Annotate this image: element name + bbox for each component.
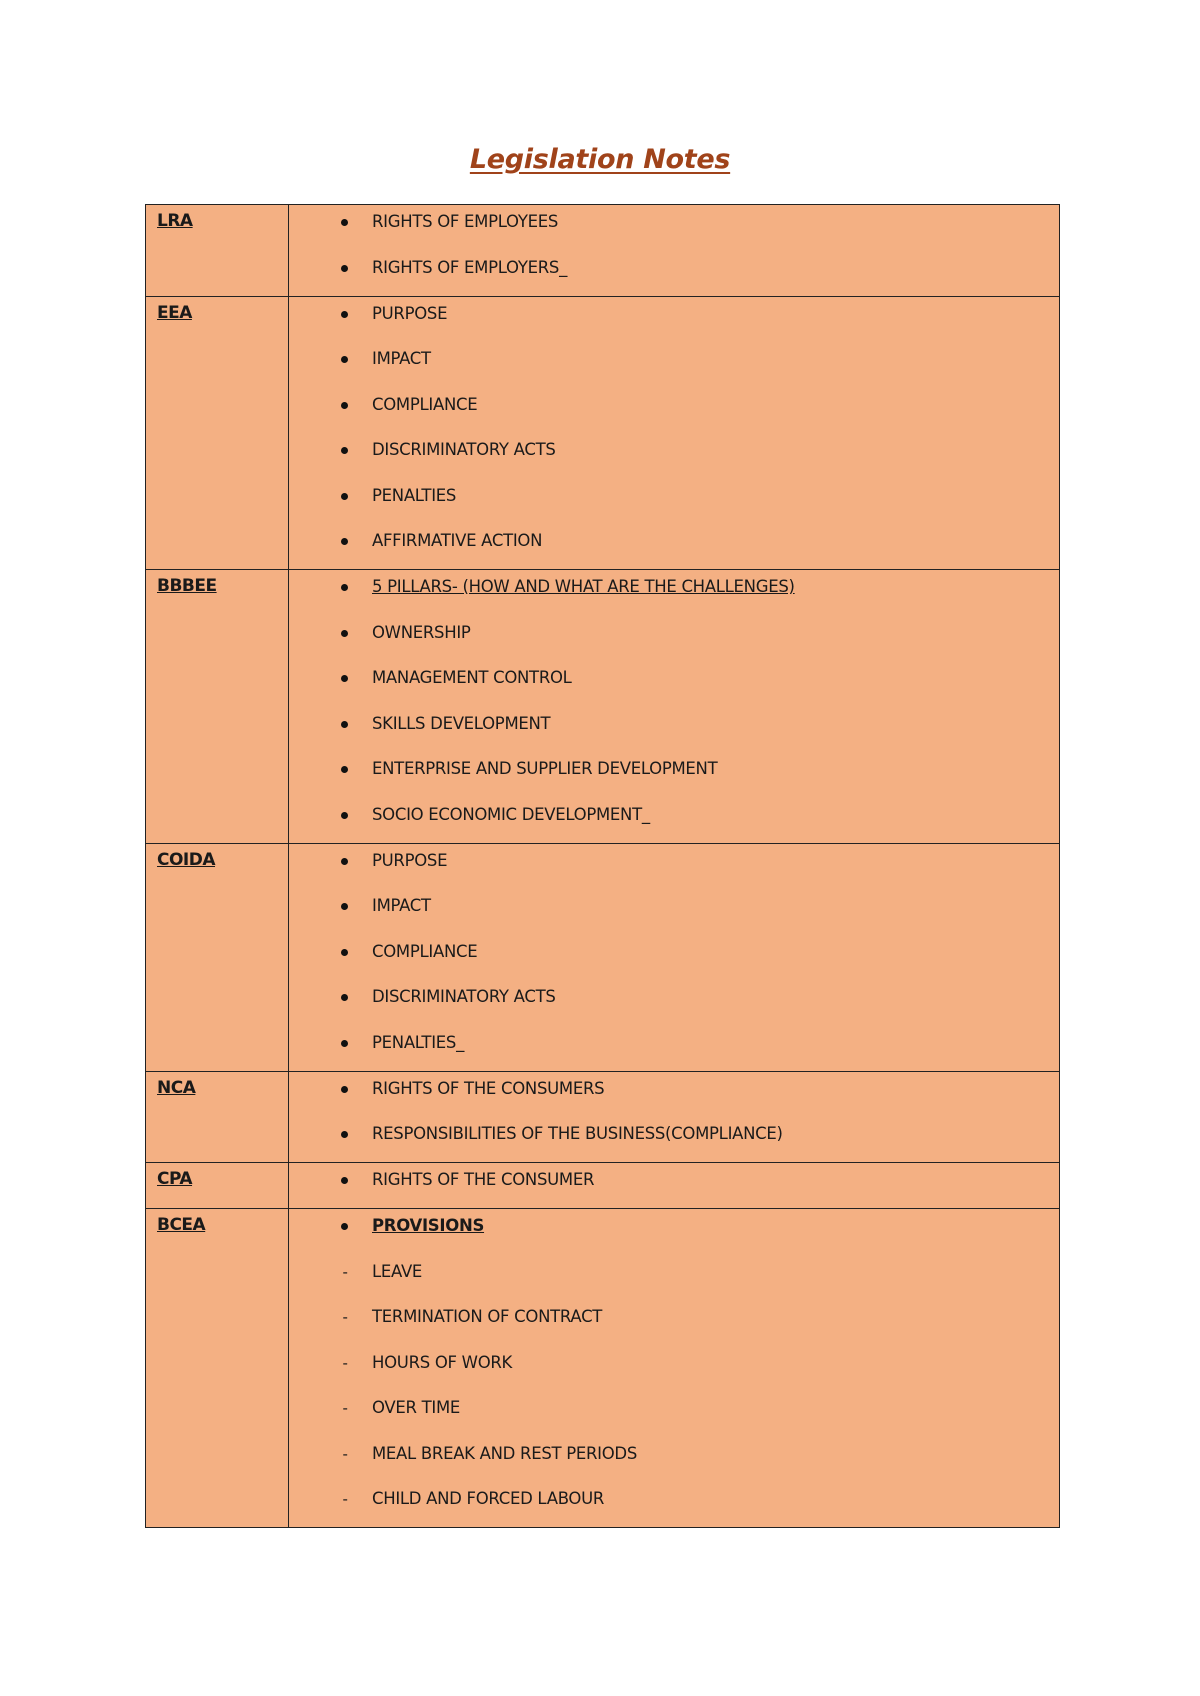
item-text: PURPOSE	[372, 850, 448, 870]
dash-icon: -	[342, 1444, 348, 1463]
item-text: IMPACT	[372, 349, 431, 368]
table-row-lra	[146, 205, 1060, 297]
item-text: RESPONSIBILITIES OF THE BUSINESS(COMPLIANCE)	[372, 1124, 783, 1143]
list-item	[289, 896, 1059, 942]
list-item	[289, 1398, 1059, 1444]
item-text: PENALTIES	[372, 485, 457, 505]
act-cell	[146, 1163, 289, 1209]
list-item	[289, 304, 1059, 350]
list-item	[289, 1353, 1059, 1399]
item-text: SKILLS DEVELOPMENT	[372, 713, 551, 733]
item-text: PURPOSE	[372, 303, 448, 323]
list-item	[289, 1170, 1059, 1196]
item-text: COMPLIANCE	[372, 394, 478, 414]
list-item	[289, 1033, 1059, 1059]
list-item	[289, 440, 1059, 486]
list-item	[289, 1444, 1059, 1490]
item-text: IMPACT	[372, 896, 431, 915]
item-text: PENALTIES_	[372, 1032, 465, 1052]
item-text: MEAL BREAK AND REST PERIODS	[372, 1443, 637, 1463]
dash-icon: -	[342, 1399, 348, 1417]
item-text: OVER TIME	[372, 1398, 461, 1417]
table-row-coida	[146, 843, 1060, 1071]
table-row-bcea	[146, 1209, 1060, 1528]
dash-icon: -	[342, 1262, 348, 1281]
list-item	[289, 577, 1059, 623]
document-title: Legislation Notes	[469, 144, 731, 175]
list-item	[289, 212, 1059, 258]
item-text: PROVISIONS	[372, 1216, 485, 1235]
list-item	[289, 759, 1059, 805]
list-item	[289, 1124, 1059, 1150]
item-text: COMPLIANCE	[372, 941, 478, 961]
item-text: OWNERSHIP	[372, 622, 471, 642]
notes-cell	[289, 843, 1060, 1071]
notes-list	[289, 205, 1059, 296]
list-item	[289, 1079, 1059, 1125]
notes-cell	[289, 296, 1060, 570]
item-text: TERMINATION OF CONTRACT	[372, 1307, 603, 1326]
notes-cell	[289, 570, 1060, 844]
item-text: 5 PILLARS- (HOW AND WHAT ARE THE CHALLENGES)	[372, 577, 795, 596]
item-text: DISCRIMINATORY ACTS	[372, 440, 556, 459]
act-name: BBBEE	[157, 576, 217, 596]
list-item	[289, 531, 1059, 557]
item-text: ENTERPRISE AND SUPPLIER DEVELOPMENT	[372, 759, 718, 778]
item-text: AFFIRMATIVE ACTION	[372, 531, 543, 550]
notes-list	[289, 1072, 1059, 1163]
list-item	[289, 258, 1059, 284]
table-row-eea	[146, 296, 1060, 570]
item-text: LEAVE	[372, 1261, 423, 1281]
item-text: MANAGEMENT CONTROL	[372, 668, 572, 687]
notes-cell	[289, 1209, 1060, 1528]
notes-list	[289, 1209, 1059, 1527]
list-item	[289, 486, 1059, 532]
dash-icon: -	[342, 1490, 348, 1508]
notes-list	[289, 570, 1059, 843]
list-item	[289, 805, 1059, 831]
list-item	[289, 851, 1059, 897]
item-text: RIGHTS OF THE CONSUMERS	[372, 1078, 605, 1098]
list-item	[289, 942, 1059, 988]
item-text: RIGHTS OF EMPLOYEES	[372, 212, 559, 231]
list-item	[289, 1307, 1059, 1353]
item-text: HOURS OF WORK	[372, 1352, 513, 1372]
item-text: RIGHTS OF THE CONSUMER	[372, 1170, 595, 1189]
item-text: CHILD AND FORCED LABOUR	[372, 1489, 605, 1508]
table-row-cpa	[146, 1163, 1060, 1209]
list-item	[289, 623, 1059, 669]
act-cell	[146, 205, 289, 297]
notes-list	[289, 297, 1059, 570]
list-item	[289, 349, 1059, 395]
act-name: CPA	[157, 1169, 193, 1189]
act-cell	[146, 1071, 289, 1163]
list-item	[289, 987, 1059, 1033]
list-item	[289, 1262, 1059, 1308]
dash-icon: -	[342, 1308, 348, 1326]
dash-icon: -	[342, 1353, 348, 1372]
act-name: BCEA	[157, 1215, 206, 1235]
notes-cell	[289, 1071, 1060, 1163]
notes-cell	[289, 205, 1060, 297]
list-item	[289, 1489, 1059, 1515]
notes-list	[289, 1163, 1059, 1208]
act-cell	[146, 1209, 289, 1528]
act-name: NCA	[157, 1077, 196, 1098]
act-name: EEA	[157, 302, 192, 323]
item-text: SOCIO ECONOMIC DEVELOPMENT_	[372, 804, 650, 824]
act-name: COIDA	[157, 849, 216, 870]
list-item	[289, 714, 1059, 760]
act-name: LRA	[157, 211, 193, 231]
notes-list	[289, 844, 1059, 1071]
list-item	[289, 395, 1059, 441]
table-body	[146, 205, 1060, 1528]
item-text: DISCRIMINATORY ACTS	[372, 987, 556, 1006]
legislation-table	[145, 204, 1060, 1528]
notes-cell	[289, 1163, 1060, 1209]
act-cell	[146, 843, 289, 1071]
item-text: RIGHTS OF EMPLOYERS_	[372, 257, 568, 277]
table-row-nca	[146, 1071, 1060, 1163]
table-row-bbbee	[146, 570, 1060, 844]
act-cell	[146, 296, 289, 570]
act-cell	[146, 570, 289, 844]
list-item	[289, 1216, 1059, 1262]
list-item	[289, 668, 1059, 714]
